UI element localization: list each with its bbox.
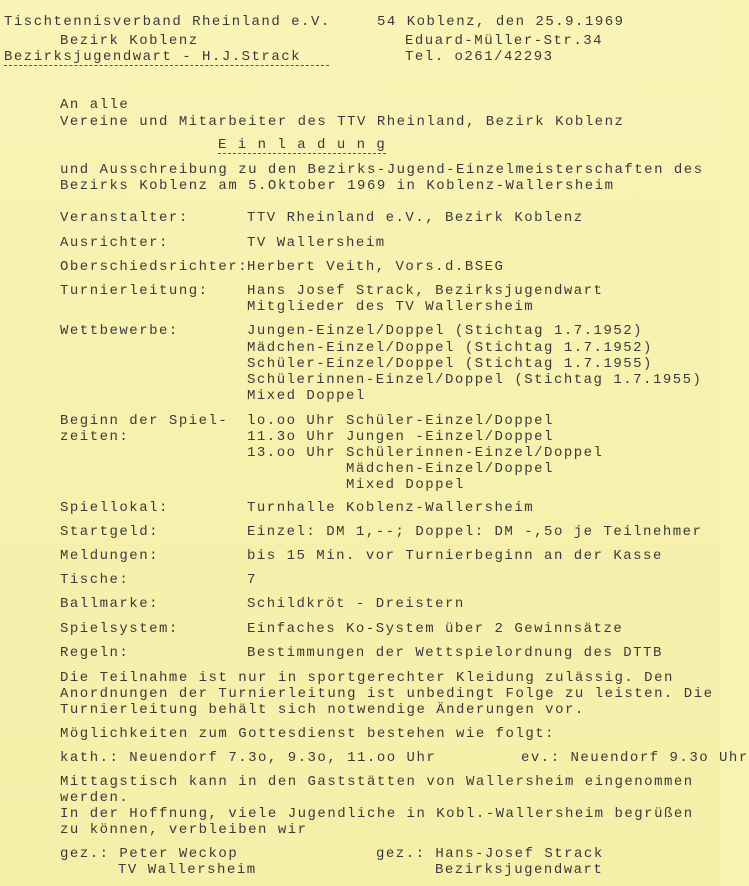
street: Eduard-Müller-Str.34	[405, 33, 604, 49]
field-label: Spielsystem:	[60, 621, 179, 637]
field-label: Ausrichter:	[60, 235, 169, 251]
recipient-line1: An alle	[60, 97, 130, 113]
signature-right-org: Bezirksjugendwart	[435, 862, 604, 878]
officer: Bezirksjugendwart - H.J.Strack	[4, 49, 329, 66]
document-title: E i n l a d u n g	[218, 137, 387, 153]
competition-item: Schülerinnen-Einzel/Doppel (Stichtag 1.7.1955)	[247, 372, 703, 388]
field-value: 7	[247, 572, 257, 588]
competition-item: Mixed Doppel	[247, 388, 366, 404]
field-label: Regeln:	[60, 645, 130, 661]
competition-item: Schüler-Einzel/Doppel (Stichtag 1.7.1955)	[247, 356, 653, 372]
phone: Tel. o261/42293	[405, 49, 554, 65]
paragraph-line: zu können, verbleiben wir	[60, 822, 308, 838]
mass-intro: Möglichkeiten zum Gottesdienst bestehen wie folgt:	[60, 726, 556, 742]
mass-catholic: kath.: Neuendorf 7.3o, 9.3o, 11.oo Uhr	[60, 750, 437, 766]
competition-item: Mädchen-Einzel/Doppel (Stichtag 1.7.1952)	[247, 340, 653, 356]
field-label: Veranstalter:	[60, 210, 189, 226]
field-label: Tische:	[60, 572, 130, 588]
schedule-item: Mädchen-Einzel/Doppel	[247, 461, 554, 477]
schedule-item: lo.oo Uhr Schüler-Einzel/Doppel	[247, 413, 554, 429]
field-label: Turnierleitung:	[60, 283, 209, 299]
field-label: Startgeld:	[60, 524, 160, 540]
field-label: Ballmarke:	[60, 596, 160, 612]
field-label: Beginn der Spiel-	[60, 413, 229, 429]
subtitle-line: und Ausschreibung zu den Bezirks-Jugend-Einzelmeisterschaften des	[60, 162, 704, 178]
paragraph-line: Anordnungen der Turnierleitung ist unbedingt Folge zu leisten. Die	[60, 686, 714, 702]
signature-right-name: gez.: Hans-Josef Strack	[376, 846, 604, 862]
field-value: TV Wallersheim	[247, 235, 386, 251]
field-value: TTV Rheinland e.V., Bezirk Koblenz	[247, 210, 584, 226]
signature-left-name: gez.: Peter Weckop	[60, 846, 239, 862]
competition-item: Jungen-Einzel/Doppel (Stichtag 1.7.1952)	[247, 323, 644, 339]
field-value: Hans Josef Strack, Bezirksjugendwart	[247, 283, 604, 299]
paragraph-line: Mittagstisch kann in den Gaststätten von Wallersheim eingenommen	[60, 774, 694, 790]
subtitle-line: Bezirks Koblenz am 5.Oktober 1969 in Koblenz-Wallersheim	[60, 178, 615, 194]
field-value: Bestimmungen der Wettspielordnung des DTTB	[247, 645, 663, 661]
signature-left-org: TV Wallersheim	[118, 862, 257, 878]
schedule-item: Mixed Doppel	[247, 477, 465, 493]
mass-evangelical: ev.: Neuendorf 9.3o Uhr	[521, 750, 749, 766]
field-value: Mitglieder des TV Wallersheim	[247, 299, 535, 315]
field-label: Spiellokal:	[60, 500, 169, 516]
paragraph-line: Die Teilnahme ist nur in sportgerechter Kleidung zulässig. Den	[60, 670, 674, 686]
paragraph-line: In der Hoffnung, viele Jugendliche in Kobl.-Wallersheim begrüßen	[60, 806, 694, 822]
paragraph-line: Turnierleitung behält sich notwendige Änderungen vor.	[60, 702, 585, 718]
schedule-item: 13.oo Uhr Schülerinnen-Einzel/Doppel	[247, 445, 604, 461]
field-value: Herbert Veith, Vors.d.BSEG	[247, 259, 505, 275]
district: Bezirk Koblenz	[60, 33, 199, 49]
field-value: Einfaches Ko-System über 2 Gewinnsätze	[247, 621, 624, 637]
field-value: Turnhalle Koblenz-Wallersheim	[247, 500, 535, 516]
org-name: Tischtennisverband Rheinland e.V.	[4, 14, 331, 30]
field-value: bis 15 Min. vor Turnierbeginn an der Kasse	[247, 548, 663, 564]
place-date: 54 Koblenz, den 25.9.1969	[377, 14, 625, 30]
field-label: Meldungen:	[60, 548, 160, 564]
recipient-line2: Vereine und Mitarbeiter des TTV Rheinland, Bezirk Koblenz	[60, 114, 625, 130]
field-value: Schildkröt - Dreistern	[247, 596, 465, 612]
schedule-item: 11.3o Uhr Jungen -Einzel/Doppel	[247, 429, 554, 445]
field-value: Einzel: DM 1,--; Doppel: DM -,5o je Teilnehmer	[247, 524, 703, 540]
paragraph-line: werden.	[60, 790, 130, 806]
field-label: Oberschiedsrichter:	[60, 259, 249, 275]
field-label: zeiten:	[60, 429, 130, 445]
field-label: Wettbewerbe:	[60, 323, 179, 339]
